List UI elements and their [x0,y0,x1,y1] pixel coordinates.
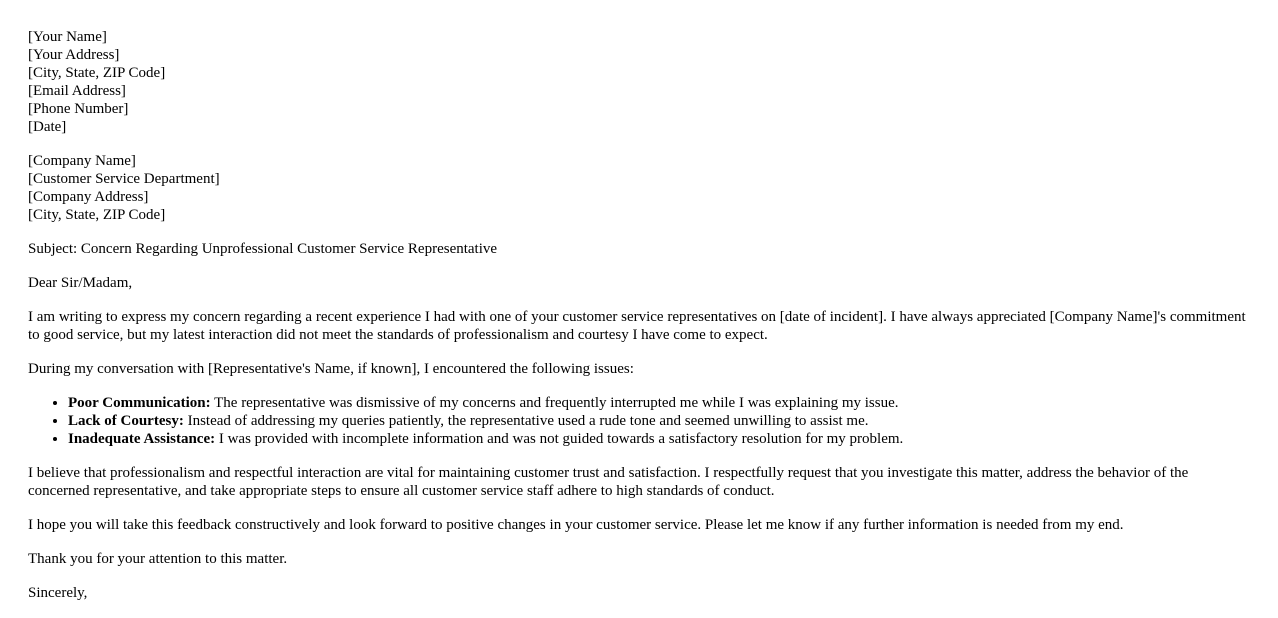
body-paragraph-intro: I am writing to express my concern regarding a recent experience I had with one of your customer service representatives on [date of incident]. I have always appreciated [Company Name]'s commitment to good service, but my latest interaction did not meet the standards of professionalism and courtesy I have come to expect. [28,309,1246,343]
recipient-company-name: [Company Name] [28,153,136,169]
recipient-company-address: [Company Address] [28,189,149,205]
body-paragraph-feedback: I hope you will take this feedback constructively and look forward to positive changes in your customer service. Please let me know if any further information is needed from my end. [28,517,1124,533]
closing: Sincerely, [28,585,88,601]
issue-label: Poor Communication: [68,395,211,411]
body-paragraph-thanks: Thank you for your attention to this matter. [28,551,288,567]
subject-line: Subject: Concern Regarding Unprofessional Customer Service Representative [28,241,498,257]
issues-list [28,394,1250,448]
sender-address-block [28,28,1250,136]
recipient-city-state-zip: [City, State, ZIP Code] [28,207,166,223]
list-item [68,430,1250,448]
sender-phone: [Phone Number] [28,101,129,117]
issue-text: I was provided with incomplete information and was not guided towards a satisfactory resolution for my problem. [215,431,904,447]
recipient-address-block [28,152,1250,224]
letter-date: [Date] [28,119,67,135]
issue-label: Lack of Courtesy: [68,413,184,429]
issue-text: Instead of addressing my queries patiently, the representative used a rude tone and seemed unwilling to assist me. [183,413,869,429]
letter-document [28,28,1250,618]
recipient-department: [Customer Service Department] [28,171,220,187]
salutation: Dear Sir/Madam, [28,275,133,291]
list-item [68,394,1250,412]
list-item [68,412,1250,430]
sender-city-state-zip: [City, State, ZIP Code] [28,65,166,81]
sender-name: [Your Name] [28,29,107,45]
body-paragraph-issues-intro: During my conversation with [Representative's Name, if known], I encountered the following issues: [28,361,634,377]
body-paragraph-request: I believe that professionalism and respectful interaction are vital for maintaining customer trust and satisfaction. I respectfully request that you investigate this matter, address the behavior of the concerned representative, and take appropriate steps to ensure all customer service staff adhere to high standards of conduct. [28,465,1189,499]
issue-label: Inadequate Assistance: [68,431,216,447]
sender-address: [Your Address] [28,47,120,63]
issue-text: The representative was dismissive of my concerns and frequently interrupted me while I was explaining my issue. [210,395,899,411]
sender-email: [Email Address] [28,83,126,99]
